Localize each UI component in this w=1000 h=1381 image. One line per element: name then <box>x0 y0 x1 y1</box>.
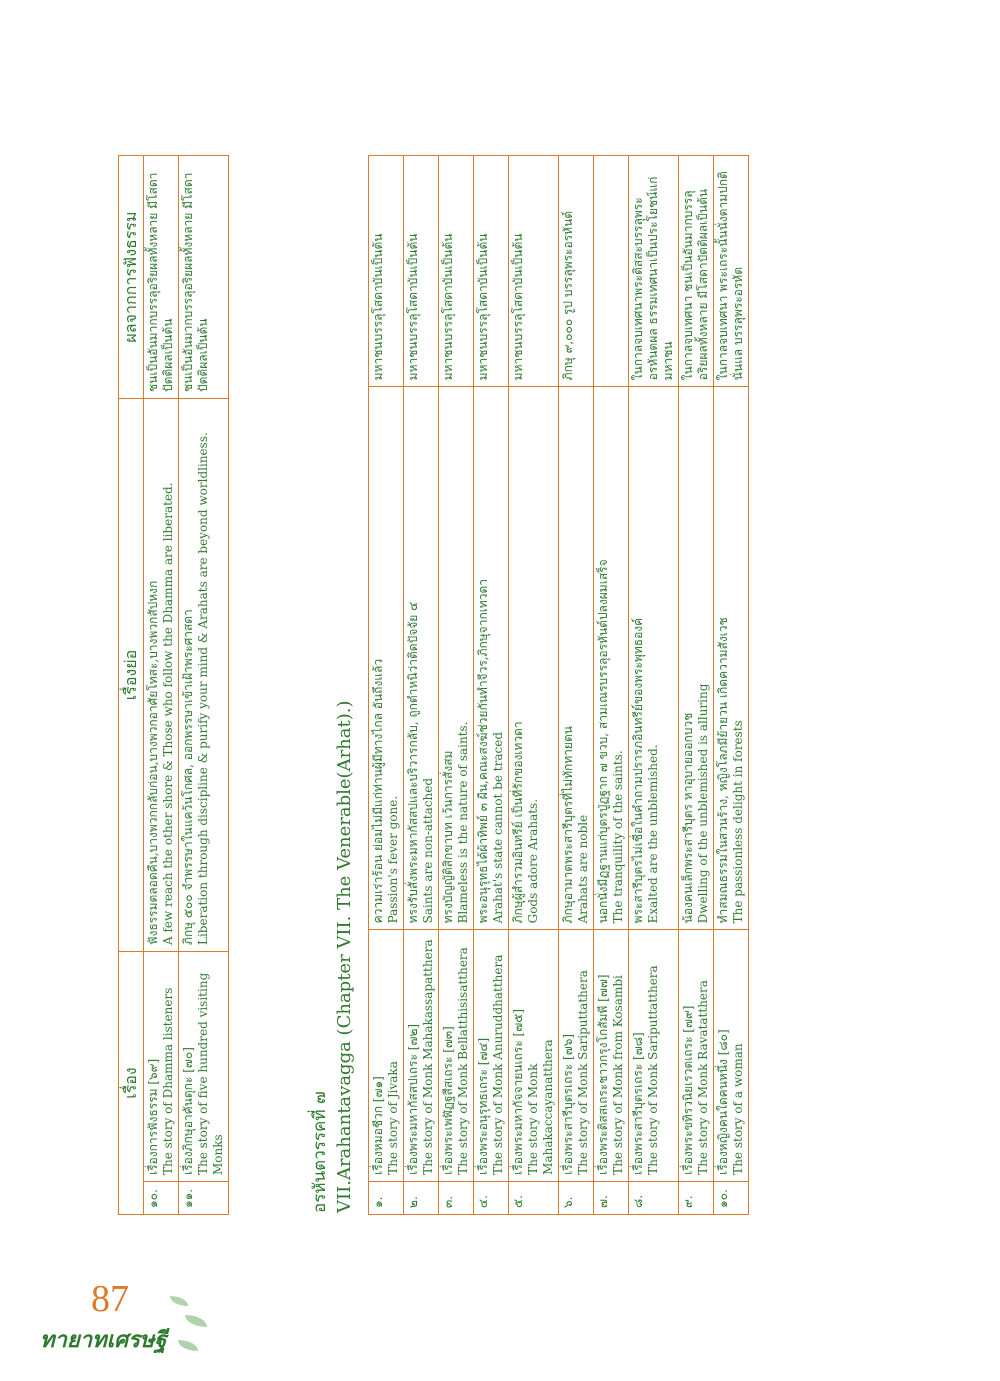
summary-cell-sum-en: Saints are non-attached <box>421 777 435 924</box>
story-cell <box>439 930 474 1181</box>
summary-cell-sum-th: พระอนุรุทธได้ผ้าทิพย์ ๓ ผืน,คณะสงฆ์ช่วยกันทำจีวร,ภิกษุจากเทวดา <box>476 579 490 924</box>
story-cell <box>404 930 439 1181</box>
header-summary: เรื่องย่อ <box>119 399 144 952</box>
story-cell-title-en: The story of Jivaka <box>386 1061 400 1175</box>
summary-cell-sum-en: A few reach the other shore & Those who follow the Dhamma are liberated. <box>161 482 175 945</box>
page-number: 87 <box>91 1278 129 1320</box>
story-cell-title-en: The story of Monk Bellatthisisatthera <box>456 947 470 1175</box>
table-row <box>679 156 714 1215</box>
story-cell-title-th: เรื่องพระสารีบุตรเถระ [๗๘] <box>631 1032 645 1175</box>
story-cell-title-en: The story of Monk from Kosambi <box>611 975 625 1175</box>
result-cell <box>179 156 229 399</box>
row-number-num: ๑. <box>371 1196 385 1208</box>
story-cell-title-en: The story of a woman <box>731 1043 745 1175</box>
result-cell-res: มหาชนบรรลุโสดาบันเป็นต้น <box>406 233 420 381</box>
summary-cell-sum-th: ภิกษุอามาตพระสารีบุตรที่ไม่ทักทายตน <box>561 726 575 924</box>
row-number <box>179 1182 229 1215</box>
result-cell <box>594 156 629 387</box>
result-cell-res: ภิกษุ ๙,๐๐๐ รูป บรรลุพระอรหันต์ <box>561 210 575 381</box>
story-cell-title-en: The story of Dhamma listeners <box>161 987 175 1175</box>
summary-cell-sum-th: ฟังธรรมตลอดคืน,บางพวกกลับก่อน,บางพวกอาศัยโทสะ,บางพวกสัปหงก <box>146 580 160 945</box>
story-cell-title-th: เรื่องพระมหากัจจายนเถระ [๗๕] <box>511 1008 525 1175</box>
row-number-num: ๓. <box>441 1195 455 1208</box>
summary-cell <box>179 399 229 952</box>
summary-cell <box>404 387 439 930</box>
summary-cell-sum-th: นอกนั่งมีฏฐานแก่บุตรปู่ฏฐาก ๗ ขวบ, สามเณรบรรลุอรหันต์ปลงผมเสร็จ <box>596 559 610 924</box>
row-number <box>144 1182 179 1215</box>
section-title: อรหันตวรรคที่ ๗ <box>310 1091 330 1213</box>
table-row <box>509 156 559 1215</box>
brand-logo: ทายาทเศรษฐี <box>40 1328 167 1353</box>
result-cell-res: มหาชนบรรลุโสดาบันเป็นต้น <box>511 233 525 381</box>
summary-cell <box>679 387 714 930</box>
story-cell-title-en: The story of Monk Mahakassapatthera <box>421 939 435 1175</box>
summary-cell <box>144 399 179 952</box>
story-cell-title-th: เรื่องพระเพฬัฏฐสีสเถระ [๗๓] <box>441 1026 455 1175</box>
story-cell-title-th: เรื่องพระอนุรุทธเถระ [๗๔] <box>476 1037 490 1175</box>
row-number <box>559 1181 594 1214</box>
summary-cell <box>594 387 629 930</box>
result-cell <box>144 156 179 399</box>
story-cell <box>714 930 749 1181</box>
summary-cell <box>439 387 474 930</box>
story-cell-title-en: The story of Monk Sariputtathera <box>576 970 590 1175</box>
result-cell-res: มหาชนบรรลุโสดาบันเป็นต้น <box>476 233 490 381</box>
summary-cell-sum-th: ความเร่าร้อน ย่อมไม่มีแก่ท่านผู้มีทางไกล อันถึงแล้ว <box>371 658 385 924</box>
summary-cell-sum-th: ทรงบัญญัติสิกขาบท เว้นการสั่งสม <box>441 750 455 924</box>
result-cell <box>369 156 404 387</box>
summary-cell-sum-th: พระสารีบุตรไม่เชื่อในคำถามปรารภอินทรีย์ของพระพุทธองค์ <box>631 617 645 924</box>
story-cell-title-en: The story of Monk Anuruddhatthera <box>491 954 505 1175</box>
story-cell <box>559 930 594 1181</box>
story-cell <box>179 952 229 1182</box>
row-number-num: ๗. <box>596 1195 610 1208</box>
header-story: เรื่อง <box>119 952 144 1215</box>
story-cell-title-en: The story of Monk Ravatatthera <box>696 980 710 1175</box>
summary-cell-sum-th: ทำสมณธรรมในสวนร้าง, หญิงโลภมีย้ายวน เกิดความสังเวช <box>716 617 730 924</box>
summary-table-top <box>118 155 229 1215</box>
header-result: ผลจากการฟังธรรม <box>119 156 144 399</box>
story-cell-title-en: The story of Monk Sariputtatthera <box>646 965 660 1175</box>
summary-cell-sum-en: Arahats are noble <box>576 814 590 924</box>
summary-cell-sum-en: Exalted are the unblemished. <box>646 744 660 924</box>
section-subtitle: VII.Arahantavagga (Chapter VII. The Venerable(Arhat).) <box>334 700 355 1213</box>
summary-cell-sum-en: Blameless is the nature of saints. <box>456 721 470 924</box>
table-row <box>474 156 509 1215</box>
result-cell-res: ในกาลจบเทศนา ชนเป็นอันมากบรรลุอริยผลทั้งหลาย มีโสดาปัตติผลเป็นต้น <box>681 188 710 381</box>
table-row <box>179 156 229 1215</box>
row-number-num: ๑๐. <box>716 1189 730 1208</box>
result-cell <box>629 156 679 387</box>
result-cell <box>474 156 509 387</box>
summary-cell <box>369 387 404 930</box>
result-cell <box>509 156 559 387</box>
result-cell <box>559 156 594 387</box>
summary-cell-sum-en: Arahat's state cannot be traced <box>491 731 505 924</box>
summary-table-chapter7 <box>368 155 749 1215</box>
row-number <box>679 1181 714 1214</box>
story-cell <box>629 930 679 1181</box>
row-number-num: ๙. <box>681 1195 695 1208</box>
story-cell-title-th: เรื่องการฟังธรรม [๖๙] <box>146 1058 160 1175</box>
table-row <box>714 156 749 1215</box>
table-row <box>439 156 474 1215</box>
result-cell-res: ชนเป็นอันมากบรรลุอริยผลทั้งหลาย มีโสดาปัตติผลเป็นต้น <box>146 172 175 392</box>
table-row <box>629 156 679 1215</box>
table-row <box>404 156 439 1215</box>
row-number <box>439 1181 474 1214</box>
summary-cell-sum-en: Liberation through discipline & purify your mind & Arahats are beyond worldliness. <box>196 432 210 945</box>
row-number-num: ๖. <box>561 1196 575 1208</box>
table-row <box>369 156 404 1215</box>
row-number <box>404 1181 439 1214</box>
story-cell <box>594 930 629 1181</box>
row-number <box>509 1181 559 1214</box>
story-cell <box>144 952 179 1182</box>
story-cell-title-th: เรื่องภิกษุอาคันตุกะ [๗๐] <box>181 1047 195 1175</box>
summary-cell-sum-en: Gods adore Arahats. <box>526 798 540 924</box>
result-cell <box>679 156 714 387</box>
row-number-num: ๑๐. <box>146 1189 160 1208</box>
row-number-num: ๕. <box>511 1195 525 1208</box>
summary-cell <box>474 387 509 930</box>
summary-cell-sum-th: ทรงรับสั่งพระมหากัสสปและบริวารกลับ, ถูกตำหนิว่าติดปัจจัย ๔ <box>406 601 420 924</box>
result-cell <box>714 156 749 387</box>
story-cell-title-th: เรื่องพระติสสเถระชาวกรุงโกสัมพี [๗๗] <box>596 974 610 1175</box>
row-number-num: ๒. <box>406 1196 420 1208</box>
row-number <box>594 1181 629 1214</box>
row-number <box>629 1181 679 1214</box>
summary-cell <box>714 387 749 930</box>
story-cell-title-th: เรื่องหญิงคนใดคนหนึ่ง [๘๐] <box>716 1029 730 1175</box>
summary-cell-sum-en: The passionless delight in forests <box>731 720 745 924</box>
summary-cell-sum-th: ภิกษุ ๕๐๐ จำพรรษาในแคว้นโกศล, ออกพรรษาเข้าเฝ้าพระศาสดา <box>181 609 195 945</box>
story-cell <box>679 930 714 1181</box>
summary-cell <box>559 387 594 930</box>
row-number <box>474 1181 509 1214</box>
summary-cell <box>509 387 559 930</box>
story-cell-title-th: เรื่องพระมหากัสสปเถระ [๗๒] <box>406 1023 420 1175</box>
summary-cell-sum-th: น้องคนเล็กพระสารีบุตร หาอุบายออกบวช <box>681 712 695 924</box>
table-row <box>594 156 629 1215</box>
summary-cell-sum-en: Passion's fever gone. <box>386 795 400 924</box>
result-cell-res: ชนเป็นอันมากบรรลุอริยผลทั้งหลาย มีโสดาปัตติผลเป็นต้น <box>181 172 210 392</box>
story-cell-title-th: เรื่องหมอชีวก [๗๑] <box>371 1076 385 1175</box>
summary-cell-sum-en: The tranquility of the saints. <box>611 750 625 924</box>
result-cell <box>439 156 474 387</box>
story-cell-title-en: The story of Monk Mahakaccayanatthera <box>526 1039 555 1175</box>
row-number <box>714 1181 749 1214</box>
result-cell <box>404 156 439 387</box>
table-row <box>559 156 594 1215</box>
story-cell <box>474 930 509 1181</box>
result-cell-res: มหาชนบรรลุโสดาบันเป็นต้น <box>441 233 455 381</box>
result-cell-res: มหาชนบรรลุโสดาบันเป็นต้น <box>371 233 385 381</box>
story-cell-title-en: The story of five hundred visiting Monks <box>196 972 225 1175</box>
table-row <box>144 156 179 1215</box>
story-cell-title-th: เรื่องพระสารีบุตรเถระ [๗๖] <box>561 1033 575 1175</box>
row-number-num: ๘. <box>631 1194 645 1208</box>
story-cell <box>509 930 559 1181</box>
result-cell-res: ในกาลจบเทศนา พระเถระนั้นนั่งตามปกตินั่นแล บรรลุพระอรหัต <box>716 171 745 381</box>
summary-cell-sum-en: Dwelling of the unblemished is alluring <box>696 683 710 924</box>
summary-cell-sum-th: ภิกษุผู้สำรวมอินทรีย์ เป็นที่รักของเทวดา <box>511 721 525 924</box>
row-number-num: ๑๑. <box>181 1188 195 1208</box>
row-number <box>369 1181 404 1214</box>
row-number-num: ๔. <box>476 1195 490 1208</box>
summary-cell <box>629 387 679 930</box>
result-cell-res: ในกาลจบเทศนาพระติสสะบรรลุพระอรหันตผล ธรรมเทศนาเป็นประโยชน์แก่มหาชน <box>631 176 675 381</box>
story-cell <box>369 930 404 1181</box>
story-cell-title-th: เรื่องพระขทิรวนิยเรวตเถระ [๗๙] <box>681 1005 695 1175</box>
